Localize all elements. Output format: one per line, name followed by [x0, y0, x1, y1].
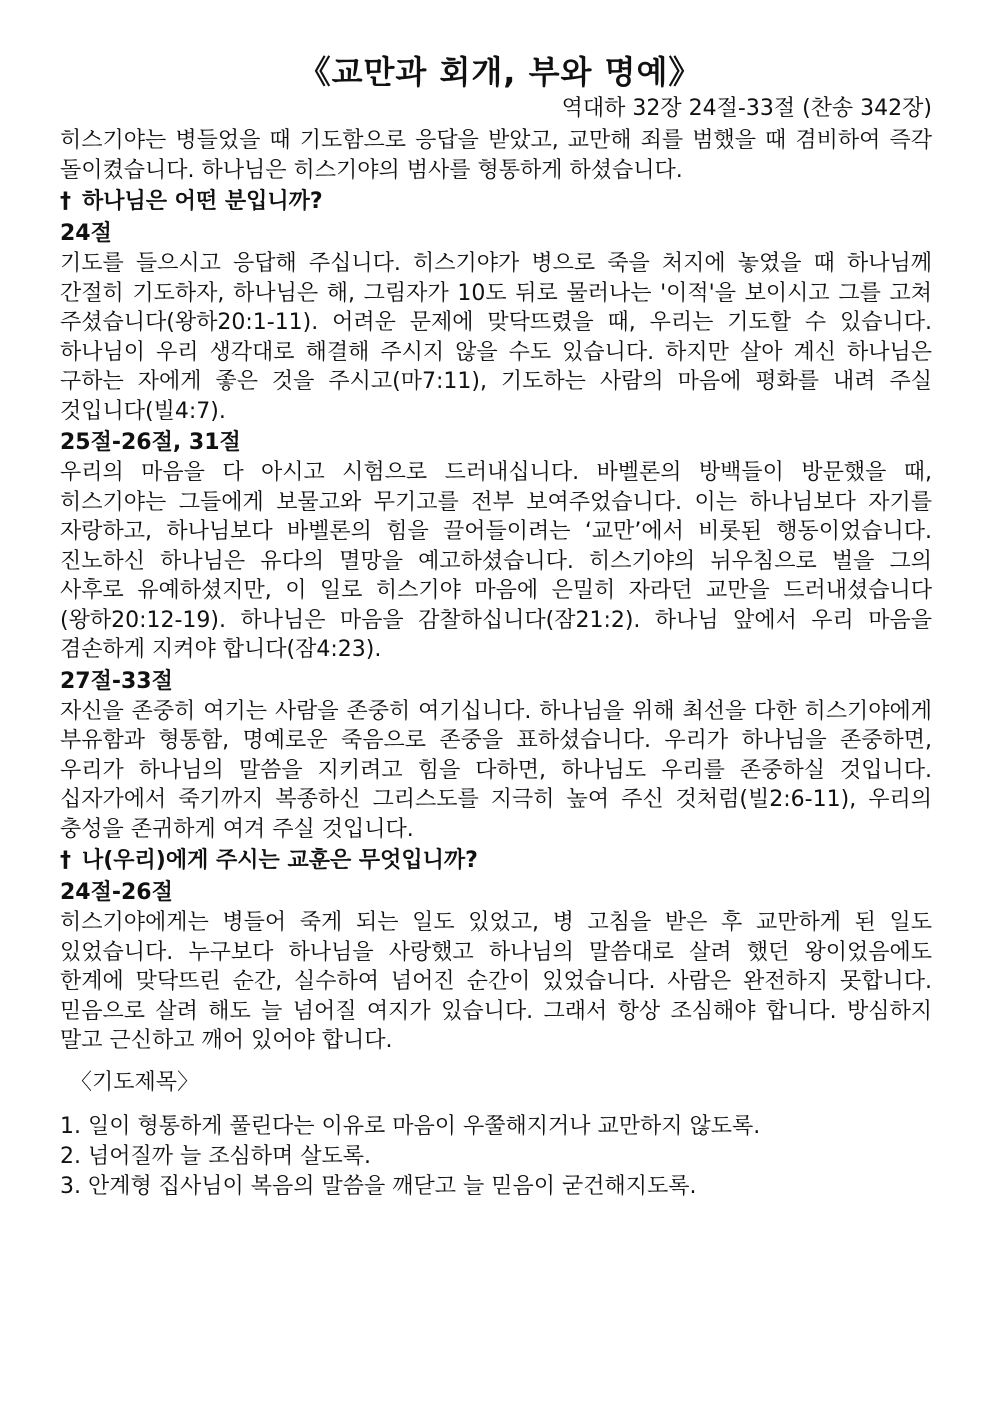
document-title: 《교만과 회개, 부와 명예》: [298, 53, 702, 91]
intro-paragraph: 히스기야는 병들었을 때 기도함으로 응답을 받았고, 교만해 죄를 범했을 때 겸비하여 즉각 돌이켰습니다. 하나님은 히스기야의 범사를 형통하게 하셨습니다.: [60, 128, 932, 183]
section-paragraph: 우리의 마음을 다 아시고 시험으로 드러내십니다. 바벨론의 방백들이 방문했을 때, 히스기야는 그들에게 보물고와 무기고를 전부 보여주었습니다. 이는 하나님보다 자기를 자랑하고, 하나님보다 바벨론의 힘을 끌어들이려는 ‘교만’에서 비롯된 행동이었습니다. 진노하신 하나님은 유다의 멸망을 예고하셨습니다. 히스기야의 뉘우침으로 벌을 그의 사후로 유예하셨지만, 이 일로 히스기야 마음에 은밀히 자라던 교만을 드러내셨습니다(왕하20:12-19). 하나님은 마음을 감찰하십니다(잠21:2). 하나님 앞에서 우리 마음을 겸손하게 지켜야 합니다(잠4:23).: [60, 460, 932, 662]
question-text: 나(우리)에게 주시는 교훈은 무엇입니까?: [82, 848, 478, 873]
section-heading: 24절: [60, 221, 112, 246]
document-page: [60, 50, 932, 1202]
cross-icon: †: [60, 189, 71, 214]
prayer-item: 1. 일이 형통하게 풀린다는 이유로 마음이 우쭐해지거나 교만하지 않도록.: [60, 1113, 761, 1139]
section-heading: 24절-26절: [60, 880, 173, 905]
section-heading: 25절-26절, 31절: [60, 430, 241, 455]
section-paragraph: 기도를 들으시고 응답해 주십니다. 히스기야가 병으로 죽을 처지에 놓였을 때 하나님께 간절히 기도하자, 하나님은 해, 그림자가 10도 뒤로 물러나는 '이적'을 보이시고 그를 고쳐 주셨습니다(왕하20:1-11). 어려운 문제에 맞닥뜨렸을 때, 우리는 기도할 수 있습니다. 하나님이 우리 생각대로 해결해 주시지 않을 수도 있습니다. 하지만 살아 계신 하나님은 구하는 자에게 좋은 것을 주시고(마7:11), 기도하는 사람의 마음에 평화를 내려 주실 것입니다(빌4:7).: [60, 251, 932, 424]
question-text: 하나님은 어떤 분입니까?: [82, 189, 323, 214]
cross-icon: †: [60, 848, 71, 873]
question-heading-2: [60, 846, 932, 876]
prayer-heading: 〈기도제목〉: [70, 1069, 200, 1095]
question-heading-1: [60, 187, 932, 217]
scripture-reference: 역대하 32장 24절-33절 (찬송 342장): [561, 96, 932, 121]
prayer-item: 2. 넘어질까 늘 조심하며 살도록.: [60, 1143, 371, 1169]
section-heading: 27절-33절: [60, 668, 173, 694]
prayer-item: 3. 안계형 집사님이 복음의 말씀을 깨닫고 늘 믿음이 굳건해지도록.: [60, 1173, 697, 1199]
section-paragraph: 히스기야에게는 병들어 죽게 되는 일도 있었고, 병 고침을 받은 후 교만하게 된 일도 있었습니다. 누구보다 하나님을 사랑했고 하나님의 말씀대로 살려 했던 왕이었음에도 한계에 맞닥뜨린 순간, 실수하여 넘어진 순간이 있었습니다. 사람은 완전하지 못합니다. 믿음으로 살려 해도 늘 넘어질 여지가 있습니다. 그래서 항상 조심해야 합니다. 방심하지 말고 근신하고 깨어 있어야 합니다.: [60, 910, 932, 1053]
section-paragraph: 자신을 존중히 여기는 사람을 존중히 여기십니다. 하나님을 위해 최선을 다한 히스기야에게 부유함과 형통함, 명예로운 죽음으로 존중을 표하셨습니다. 우리가 하나님을 존중하면, 우리가 하나님의 말씀을 지키려고 힘을 다하면, 하나님도 우리를 존중하실 것입니다. 십자가에서 죽기까지 복종하신 그리스도를 지극히 높여 주신 것처럼(빌2:6-11), 우리의 충성을 존귀하게 여겨 주실 것입니다.: [60, 698, 932, 842]
